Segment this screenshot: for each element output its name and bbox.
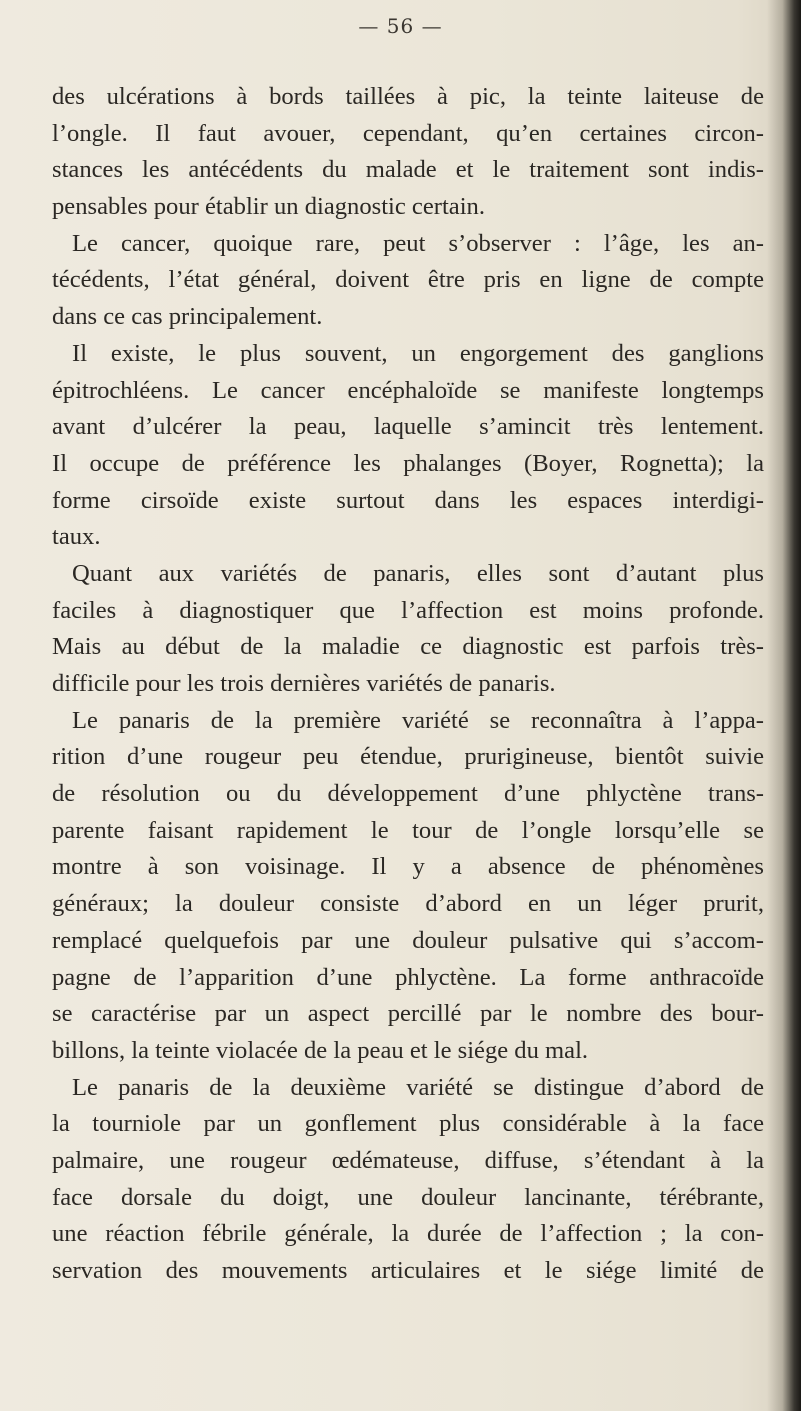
text-line: l’ongle. Il faut avouer, cependant, qu’en certaines circon-	[52, 119, 764, 147]
text-line: faciles à diagnostiquer que l’affection est moins profonde.	[52, 596, 764, 624]
text-line: une réaction fébrile générale, la durée de l’affection ; la con-	[52, 1220, 764, 1248]
text-line: Le panaris de la deuxième variété se distingue d’abord de	[72, 1073, 764, 1101]
page-binding-edge	[767, 0, 801, 1411]
text-line: Mais au début de la maladie ce diagnostic est parfois très-	[52, 633, 764, 661]
text-line: Il existe, le plus souvent, un engorgement des ganglions	[72, 339, 764, 367]
text-line: dans ce cas principalement.	[52, 303, 323, 331]
text-line: se caractérise par un aspect percillé par le nombre des bour-	[52, 1000, 764, 1028]
text-line: billons, la teinte violacée de la peau et le siége du mal.	[52, 1036, 589, 1064]
text-line: Le panaris de la première variété se reconnaîtra à l’appa-	[72, 706, 764, 734]
text-line: palmaire, une rougeur œdémateuse, diffuse, s’étendant à la	[52, 1146, 764, 1174]
text-line: la tourniole par un gonflement plus considérable à la face	[52, 1110, 764, 1138]
text-line: forme cirsoïde existe surtout dans les espaces interdigi-	[52, 486, 764, 514]
text-line: Quant aux variétés de panaris, elles sont d’autant plus	[72, 559, 764, 587]
text-line: des ulcérations à bords taillées à pic, la teinte laiteuse de	[52, 83, 764, 110]
text-line: taux.	[52, 523, 101, 551]
text-line: de résolution ou du développement d’une phlyctène trans-	[52, 780, 764, 808]
text-line: técédents, l’état général, doivent être pris en ligne de compte	[52, 266, 764, 294]
text-line: stances les antécédents du malade et le traitement sont indis-	[52, 156, 764, 184]
page-number: — 56 —	[358, 14, 443, 38]
text-line: remplacé quelquefois par une douleur pulsative qui s’accom-	[52, 926, 764, 954]
text-line: montre à son voisinage. Il y a absence de phénomènes	[52, 853, 764, 881]
text-line: pagne de l’apparition d’une phlyctène. La forme anthracoïde	[52, 963, 764, 991]
text-line: épitrochléens. Le cancer encéphaloïde se manifeste longtemps	[52, 376, 764, 404]
text-line: parente faisant rapidement le tour de l’ongle lorsqu’elle se	[52, 816, 764, 844]
body-text	[52, 79, 764, 1290]
text-line: avant d’ulcérer la peau, laquelle s’amincit très lentement.	[52, 413, 764, 441]
text-line: pensables pour établir un diagnostic certain.	[52, 193, 485, 221]
text-line: Il occupe de préférence les phalanges (Boyer, Rognetta); la	[52, 449, 764, 477]
text-line: face dorsale du doigt, une douleur lancinante, térébrante,	[52, 1183, 764, 1211]
text-line: Le cancer, quoique rare, peut s’observer : l’âge, les an-	[72, 229, 764, 257]
text-line: difficile pour les trois dernières variétés de panaris.	[52, 670, 556, 697]
text-line: rition d’une rougeur peu étendue, prurigineuse, bientôt suivie	[52, 743, 764, 771]
text-line: généraux; la douleur consiste d’abord en un léger prurit,	[52, 890, 764, 918]
text-line: servation des mouvements articulaires et le siége limité de	[52, 1257, 764, 1284]
